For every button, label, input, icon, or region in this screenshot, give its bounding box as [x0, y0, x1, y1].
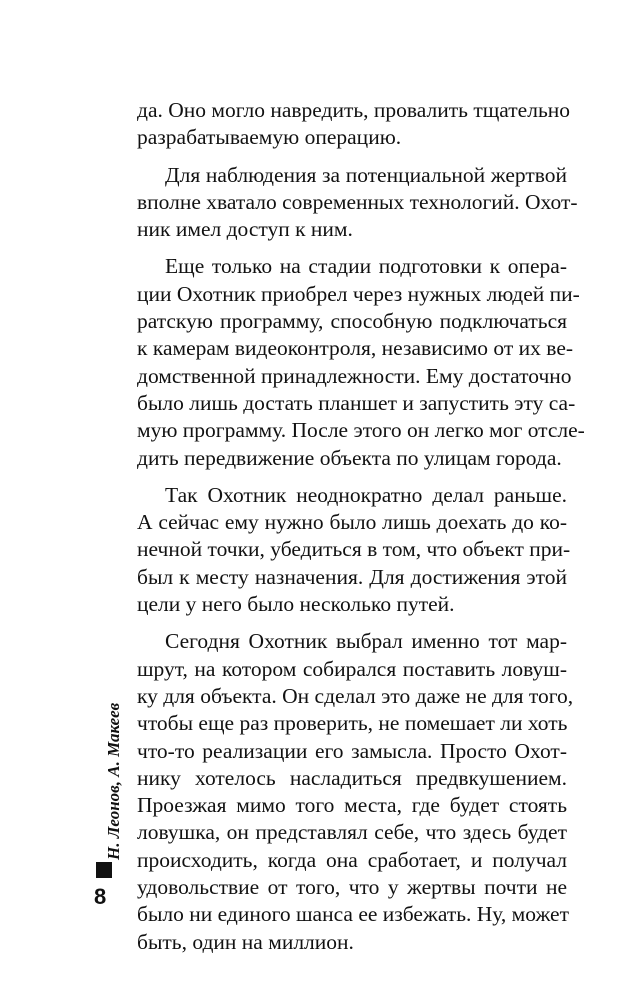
text-line: Так Охотник неоднократно делал раньше.: [165, 482, 567, 507]
text-line: дить передвижение объекта по улицам города.: [137, 445, 562, 470]
text-line: ратскую программу, способную подключаться: [137, 309, 567, 334]
paragraph-3: [137, 253, 585, 471]
text-line: чтобы еще раз проверить, не помешает ли хоть: [137, 711, 568, 736]
paragraph-1: [137, 97, 571, 152]
text-line: быть, один на миллион.: [137, 929, 354, 954]
text-line: шрут, на котором собирался поставить ловуш-: [137, 656, 567, 681]
text-line: происходить, когда она сработает, и получал: [137, 847, 567, 872]
text-line: Проезжая мимо того места, где будет стоять: [137, 793, 567, 818]
text-line: было лишь достать планшет и запустить эту са-: [137, 390, 576, 415]
text-line: разрабатываемую операцию.: [137, 125, 402, 150]
text-line: было ни единого шанса ее избежать. Ну, может: [137, 902, 569, 927]
paragraph-4: [137, 482, 571, 618]
text-line: Сегодня Охотник выбрал именно тот мар-: [165, 629, 567, 654]
text-line: Еще только на стадии подготовки к опера-: [165, 254, 567, 279]
text-line: вполне хватало современных технологий. Охот-: [137, 189, 578, 214]
text-line: мую программу. После этого он легко мог отсле-: [137, 418, 585, 443]
text-line: ции Охотник приобрел через нужных людей пи-: [137, 281, 580, 306]
text-line: удовольствие от того, что у жертвы почти не: [137, 875, 567, 900]
paragraph-2: [137, 162, 578, 244]
text-line: ловушка, он представлял себе, что здесь будет: [137, 820, 567, 845]
running-head-authors: Н. Леонов, А. Макеев: [104, 702, 123, 860]
text-line: домственной принадлежности. Ему достаточно: [137, 363, 572, 388]
text-line: нику хотелось насладиться предвкушением.: [137, 765, 567, 790]
text-line: да. Оно могло навредить, провалить тщательно: [137, 98, 571, 122]
text-line: был к месту назначения. Для достижения этой: [137, 564, 567, 589]
page-number: 8: [94, 884, 107, 909]
text-line: А сейчас ему нужно было лишь доехать до ко-: [137, 510, 567, 535]
page-marker-square: [96, 862, 112, 878]
paragraph-5: [137, 628, 574, 956]
text-line: цели у него было несколько путей.: [137, 592, 455, 617]
running-head-sidebar: [84, 690, 124, 875]
text-line: Для наблюдения за потенциальной жертвой: [165, 162, 567, 187]
text-line: что-то реализации его замысла. Просто Охот-: [137, 738, 567, 763]
body-text: [137, 97, 585, 956]
text-line: ку для объекта. Он сделал это даже не для того,: [137, 683, 574, 708]
text-line: к камерам видеоконтроля, независимо от их ве-: [137, 336, 574, 361]
text-line: нечной точки, убедиться в том, что объект при-: [137, 537, 571, 562]
text-line: ник имел доступ к ним.: [137, 217, 353, 242]
